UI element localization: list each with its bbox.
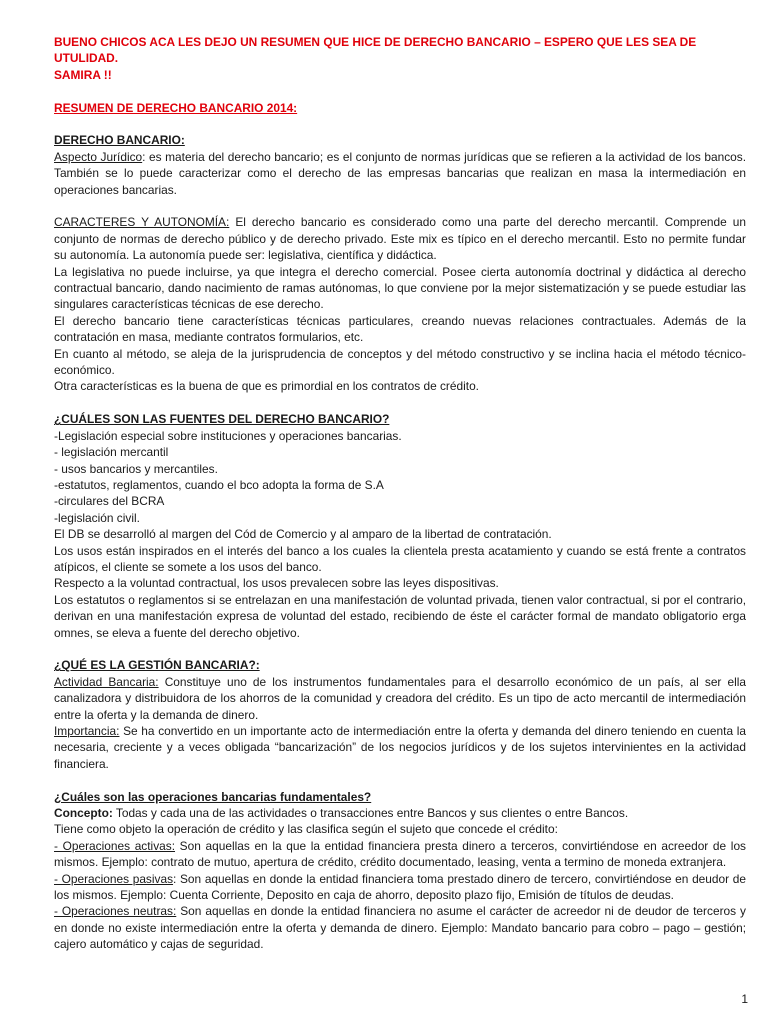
document-page bbox=[54, 34, 746, 953]
paragraph-db: El DB se desarrolló al margen del Cód de Comercio y al amparo de la libertad de contratación. bbox=[54, 527, 552, 542]
paragraph-aspecto-juridico bbox=[54, 149, 746, 198]
text-caracteres: El derecho bancario es considerado como una parte del derecho mercantil. Comprende un conjunto de normas de derecho público y de derecho privado. Este mix es típico en el derecho mercantil. Esto no permite fundar su autonomía. La autonomía puede ser: legislativa, científica y didáctica. bbox=[54, 215, 746, 263]
text-actividad: Constituye uno de los instrumentos fundamentales para el desarrollo económico de un país, al ser ella canalizadora y distribuidora de los ahorros de la comunidad y creadora del crédito. Es un tipo de acto mercantil de intermediación entre la oferta y la demanda de dinero. bbox=[54, 674, 746, 722]
document-title: RESUMEN DE DERECHO BANCARIO 2014: bbox=[54, 100, 298, 115]
intro-line-1: BUENO CHICOS ACA LES DEJO UN RESUMEN QUE HICE DE DERECHO BANCARIO – ESPERO QUE LES SEA DE UTULIDAD. bbox=[54, 35, 697, 66]
paragraph-caracteres bbox=[54, 214, 746, 263]
list-item: - legislación mercantil bbox=[54, 445, 169, 460]
label-pasivas: - Operaciones pasivas bbox=[54, 871, 174, 886]
paragraph-concepto bbox=[54, 805, 746, 821]
paragraph-tecnicas: El derecho bancario tiene características técnicas particulares, creando nuevas relaciones contractuales. Además de la contratación en masa, mediante contratos formularios, etc. bbox=[54, 313, 746, 345]
paragraph-actividad bbox=[54, 674, 746, 723]
list-item: -estatutos, reglamentos, cuando el bco adopta la forma de S.A bbox=[54, 477, 384, 492]
label-activas: - Operaciones activas: bbox=[54, 838, 176, 853]
label-aspecto-juridico: Aspecto Jurídico bbox=[54, 149, 143, 164]
page-number: 1 bbox=[741, 992, 748, 1006]
label-neutras: - Operaciones neutras: bbox=[54, 904, 177, 919]
list-item: -legislación civil. bbox=[54, 510, 140, 525]
heading-operaciones: ¿Cuáles son las operaciones bancarias fundamentales? bbox=[54, 789, 372, 804]
paragraph-voluntad: Respecto a la voluntad contractual, los usos prevalecen sobre las leyes dispositivas. bbox=[54, 576, 499, 591]
paragraph-legislativa: La legislativa no puede incluirse, ya que integra el derecho comercial. Posee cierta autonomía doctrinal y didáctica al derecho contractual bancario, dando nacimiento de ramas autónomas, lo que conviene por la mejor sistematización y se puede estudiar las singulares características técnicas de ese derecho. bbox=[54, 264, 746, 312]
paragraph-metodo: En cuanto al método, se aleja de la jurisprudencia de conceptos y del método constructivo y se inclina hacia el método técnico- económico. bbox=[54, 346, 746, 378]
heading-fuentes: ¿CUÁLES SON LAS FUENTES DEL DERECHO BANCARIO? bbox=[54, 412, 390, 427]
label-importancia: Importancia: bbox=[54, 723, 120, 738]
list-item: - usos bancarios y mercantiles. bbox=[54, 461, 218, 476]
heading-gestion: ¿QUÉ ES LA GESTIÓN BANCARIA?: bbox=[54, 658, 260, 673]
text-neutras: Son aquellas en donde la entidad financiera no asume el carácter de acreedor ni de deudor de terceros y en donde no existe intermediación entre la oferta y demanda de dinero. Ejemplo: Mandato bancario para cobro – pago – gestión; cajero automático y cajas de seguridad. bbox=[54, 904, 746, 952]
text-aspecto-juridico: : es materia del derecho bancario; es el conjunto de normas jurídicas que se refieren a la actividad de los bancos. También se lo puede caracterizar como el derecho de las empresas bancarias que realizan en masa la intermediación en operaciones bancarias. bbox=[54, 149, 746, 197]
paragraph-neutras bbox=[54, 903, 746, 952]
paragraph-objeto: Tiene como objeto la operación de crédito y las clasifica según el sujeto que concede el crédito: bbox=[54, 822, 558, 837]
text-pasivas: : Son aquellas en donde la entidad financiera toma prestado dinero de tercero, convirtiéndose en deudor de los mismos. Ejemplo: Cuenta Corriente, Deposito en caja de ahorro, deposito plazo fijo, Emisión de títulos de deudas. bbox=[54, 871, 746, 903]
label-concepto: Concepto: bbox=[54, 806, 113, 820]
paragraph-activas bbox=[54, 838, 746, 871]
list-item: -Legislación especial sobre instituciones y operaciones bancarias. bbox=[54, 428, 402, 443]
label-caracteres: CARACTERES Y AUTONOMÍA: bbox=[54, 215, 230, 230]
paragraph-pasivas bbox=[54, 871, 746, 904]
text-concepto: Todas y cada una de las actividades o transacciones entre Bancos y sus clientes o entre Bancos. bbox=[112, 806, 629, 820]
heading-derecho-bancario: DERECHO BANCARIO: bbox=[54, 133, 185, 148]
paragraph-otra: Otra características es la buena de que es primordial en los contratos de crédito. bbox=[54, 379, 479, 394]
label-actividad: Actividad Bancaria: bbox=[54, 674, 159, 689]
list-item: -circulares del BCRA bbox=[54, 494, 165, 509]
intro-line-2: SAMIRA !! bbox=[54, 67, 112, 82]
paragraph-estatutos: Los estatutos o reglamentos si se entrelazan en una manifestación de voluntad privada, tienen valor contractual, si por el contrario, derivan en una manifestación expresa de voluntad del estado, recibiendo de éste el carácter formal de mandato obligatorio erga omnes, se eleva a fuente del derecho objetivo. bbox=[54, 592, 746, 640]
paragraph-usos: Los usos están inspirados en el interés del banco a los cuales la clientela presta acatamiento y cuando se está frente a contratos atípicos, el cliente se somete a los usos del banco. bbox=[54, 543, 746, 574]
text-activas: Son aquellas en la que la entidad financiera presta dinero a terceros, convirtiéndose en acreedor de los mismos. Ejemplo: contrato de mutuo, apertura de crédito, crédito documentado, leasing, venta a termino de moneda extranjera. bbox=[54, 838, 747, 870]
paragraph-importancia bbox=[54, 723, 746, 772]
text-importancia: Se ha convertido en un importante acto de intermediación entre la oferta y demanda del dinero teniendo en cuenta la necesaria, creciente y a veces obligada “bancarización” de los negocios jurídicos y de los sujetos intervinientes en la actividad financiera. bbox=[54, 723, 746, 771]
